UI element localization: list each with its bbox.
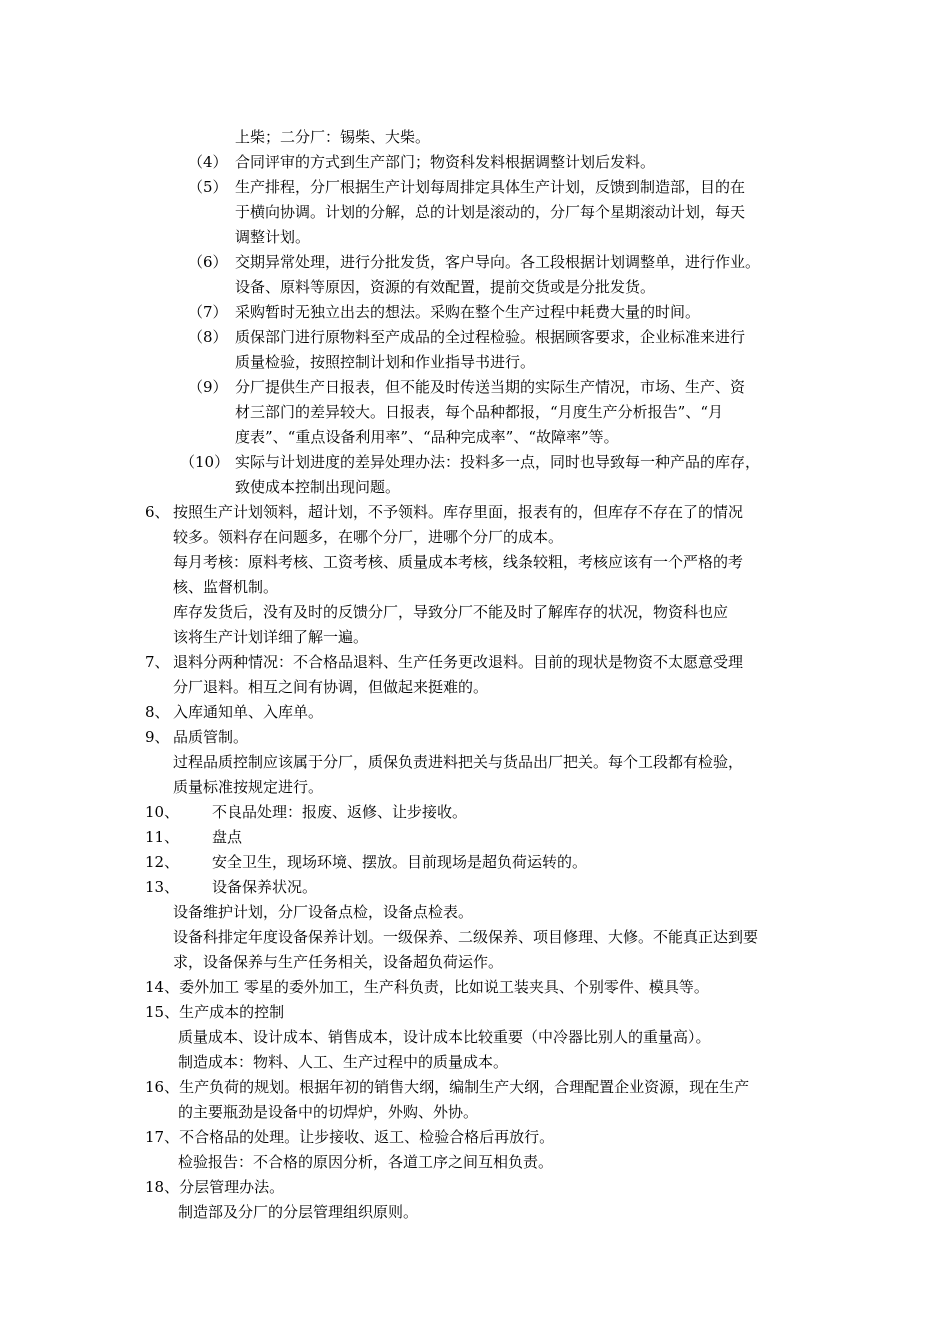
text-line: 18、分层管理办法。 <box>145 1178 285 1196</box>
text-line: 按照生产计划领料，超计划，不予领料。库存里面，报表有的，但库存不存在了的情况 <box>173 503 744 521</box>
item-number: 12、 <box>145 853 180 871</box>
text-line: 设备维护计划，分厂设备点检，设备点检表。 <box>173 903 474 921</box>
item-number: 7、 <box>145 653 170 671</box>
text-line: 分厂提供生产日报表，但不能及时传送当期的实际生产情况，市场、生产、资 <box>235 378 746 396</box>
item-number: 6、 <box>145 503 170 521</box>
text-line: 的主要瓶劲是设备中的切焊炉，外购、外协。 <box>178 1103 479 1121</box>
item-number: （4） <box>188 153 228 171</box>
text-line: 设备科排定年度设备保养计划。一级保养、二级保养、项目修理、大修。不能真正达到要 <box>173 928 759 946</box>
text-line: 采购暂时无独立出去的想法。采购在整个生产过程中耗费大量的时间。 <box>235 303 701 321</box>
item-number: （6） <box>188 253 228 271</box>
text-line: 求，设备保养与生产任务相关，设备超负荷运作。 <box>173 953 504 971</box>
text-line: 实际与计划进度的差异处理办法：投料多一点，同时也导致每一种产品的库存， <box>235 453 761 471</box>
text-line: 设备保养状况。 <box>212 878 318 896</box>
text-line: 14、委外加工 零星的委外加工，生产科负责，比如说工装夹具、个别零件、模具等。 <box>145 978 709 996</box>
text-line: 检验报告：不合格的原因分析，各道工序之间互相负责。 <box>178 1153 554 1171</box>
text-line: 制造成本：物料、人工、生产过程中的质量成本。 <box>178 1053 509 1071</box>
text-line: 17、不合格品的处理。让步接收、返工、检验合格后再放行。 <box>145 1128 555 1146</box>
text-line: 安全卫生，现场环境、摆放。目前现场是超负荷运转的。 <box>212 853 588 871</box>
text-line: 致使成本控制出现问题。 <box>235 478 401 496</box>
text-line: 制造部及分厂的分层管理组织原则。 <box>178 1203 419 1221</box>
text-line: 分厂退料。相互之间有协调，但做起来挺难的。 <box>173 678 489 696</box>
text-line: 盘点 <box>212 828 243 846</box>
text-line: 调整计划。 <box>235 228 311 246</box>
item-number: （8） <box>188 328 228 346</box>
item-number: （9） <box>188 378 228 396</box>
text-line: 不良品处理：报废、返修、让步接收。 <box>212 803 468 821</box>
text-line: 较多。领料存在问题多，在哪个分厂，进哪个分厂的成本。 <box>173 528 564 546</box>
text-line: 退料分两种情况：不合格品退料、生产任务更改退料。目前的现状是物资不太愿意受理 <box>173 653 744 671</box>
item-number: 8、 <box>145 703 170 721</box>
text-line: 15、生产成本的控制 <box>145 1003 285 1021</box>
text-line: 入库通知单、入库单。 <box>173 703 324 721</box>
item-number: 13、 <box>145 878 180 896</box>
item-number: （10） <box>180 453 230 471</box>
text-line: 品质管制。 <box>173 728 249 746</box>
item-number: 11、 <box>145 828 180 846</box>
text-line: 材三部门的差异较大。日报表，每个品种都报，“月度生产分析报告”、“月 <box>235 403 724 421</box>
text-line: 质保部门进行原物料至产成品的全过程检验。根据顾客要求，企业标准来进行 <box>235 328 746 346</box>
text-line: 过程品质控制应该属于分厂，质保负责进料把关与货品出厂把关。每个工段都有检验， <box>173 753 744 771</box>
item-number: 10、 <box>145 803 180 821</box>
text-line: 库存发货后，没有及时的反馈分厂，导致分厂不能及时了解库存的状况，物资科也应 <box>173 603 729 621</box>
text-line: 该将生产计划详细了解一遍。 <box>173 628 369 646</box>
text-line: 上柴；二分厂：锡柴、大柴。 <box>235 128 431 146</box>
item-number: （5） <box>188 178 228 196</box>
text-line: 生产排程，分厂根据生产计划每周排定具体生产计划，反馈到制造部，目的在 <box>235 178 746 196</box>
text-line: 于横向协调。计划的分解，总的计划是滚动的，分厂每个星期滚动计划，每天 <box>235 203 746 221</box>
text-line: 质量成本、设计成本、销售成本，设计成本比较重要（中冷器比别人的重量高）。 <box>178 1028 711 1046</box>
text-line: 每月考核：原料考核、工资考核、质量成本考核，线条较粗，考核应该有一个严格的考 <box>173 553 744 571</box>
item-number: 9、 <box>145 728 170 746</box>
text-line: 质量检验，按照控制计划和作业指导书进行。 <box>235 353 536 371</box>
item-number: （7） <box>188 303 228 321</box>
text-line: 核、监督机制。 <box>173 578 279 596</box>
text-line: 合同评审的方式到生产部门；物资科发料根据调整计划后发料。 <box>235 153 656 171</box>
text-line: 交期异常处理，进行分批发货，客户导向。各工段根据计划调整单，进行作业。 <box>235 253 761 271</box>
text-line: 设备、原料等原因，资源的有效配置，提前交货或是分批发货。 <box>235 278 656 296</box>
text-line: 质量标准按规定进行。 <box>173 778 324 796</box>
text-line: 16、生产负荷的规划。根据年初的销售大纲，编制生产大纲，合理配置企业资源，现在生产 <box>145 1078 750 1096</box>
text-line: 度表”、“重点设备利用率”、“品种完成率”、“故障率”等。 <box>235 428 619 446</box>
